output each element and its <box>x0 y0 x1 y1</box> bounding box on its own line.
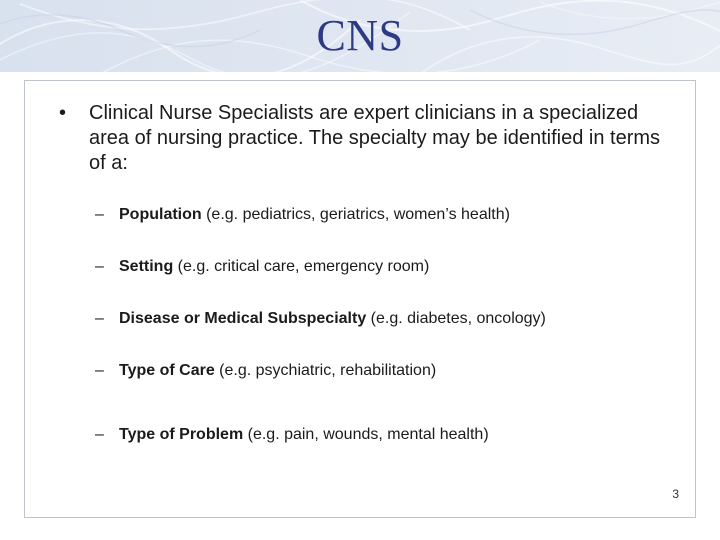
sub-bullet-setting <box>95 257 680 277</box>
sub-bullet-type-of-care <box>95 361 680 381</box>
sub-bullet-marker: – <box>95 310 104 327</box>
sub-bullet-detail: (e.g. pediatrics, geriatrics, women’s health) <box>201 206 510 223</box>
sub-bullet-term: Population <box>119 206 202 223</box>
sub-bullet-disease-or-medical-subspecialty <box>95 309 680 329</box>
sub-bullet-marker: – <box>95 426 104 443</box>
main-bullet <box>59 101 679 176</box>
main-bullet-text: Clinical Nurse Specialists are expert clinicians in a specialized area of nursing practice. The specialty may be identified in terms of a: <box>89 102 661 174</box>
sub-bullet-marker: – <box>95 362 104 379</box>
sub-bullet-term: Setting <box>119 258 174 275</box>
sub-bullet-marker: – <box>95 258 104 275</box>
sub-bullet-detail: (e.g. critical care, emergency room) <box>173 258 430 275</box>
bullet-marker: • <box>59 102 67 124</box>
sub-bullet-marker: – <box>95 206 104 223</box>
sub-bullet-type-of-problem <box>95 425 680 445</box>
sub-bullet-detail: (e.g. diabetes, oncology) <box>366 310 546 327</box>
sub-bullet-detail: (e.g. pain, wounds, mental health) <box>243 426 489 443</box>
slide-title: CNS <box>316 11 404 60</box>
slide-content-frame <box>24 80 696 518</box>
sub-bullet-list <box>95 205 680 445</box>
page-number: 3 <box>672 487 679 501</box>
sub-bullet-term: Type of Care <box>119 362 215 379</box>
sub-bullet-term: Type of Problem <box>119 426 244 443</box>
sub-bullet-detail: (e.g. psychiatric, rehabilitation) <box>214 362 437 379</box>
sub-bullet-population <box>95 205 680 225</box>
sub-bullet-term: Disease or Medical Subspecialty <box>119 310 367 327</box>
slide-header-banner <box>0 0 720 72</box>
